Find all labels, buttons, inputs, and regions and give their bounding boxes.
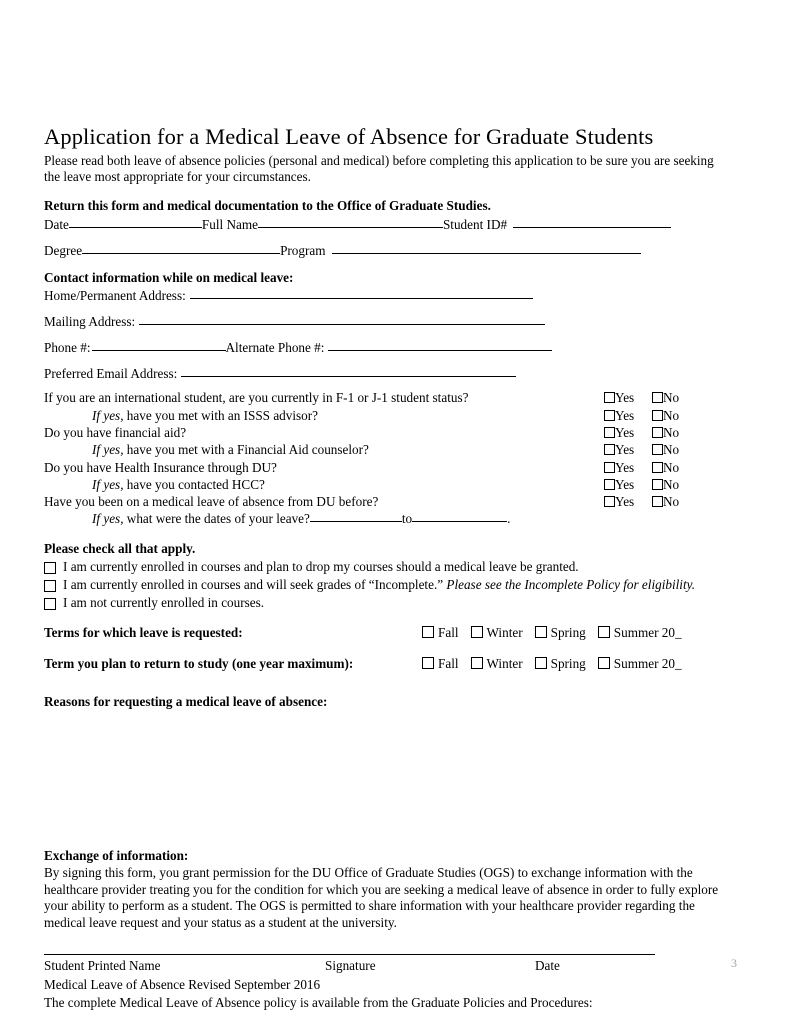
question-text-wrap	[44, 407, 318, 424]
yes-option[interactable]	[604, 441, 634, 458]
yes-option[interactable]	[604, 424, 634, 441]
check-all-item[interactable]	[44, 558, 744, 576]
if-yes-prefix: If yes,	[92, 442, 124, 458]
no-option[interactable]	[652, 459, 679, 476]
intro-paragraph: Please read both leave of absence policies (personal and medical) before completing this application to be sure you are seeking the leave most appropriate for your circumstances.	[44, 153, 714, 185]
degree-label: Degree	[44, 243, 83, 259]
no-label: No	[663, 407, 680, 423]
student-id-label: Student ID#	[442, 217, 508, 233]
term-option-winter[interactable]	[471, 655, 523, 672]
reasons-heading: Reasons for requesting a medical leave of absence:	[44, 694, 328, 710]
program-label: Program	[280, 243, 326, 259]
checkbox-icon[interactable]	[471, 626, 483, 638]
checkbox-icon[interactable]	[422, 657, 434, 669]
no-label: No	[663, 476, 680, 492]
question-row	[44, 493, 744, 510]
phone-label: Phone #:	[44, 340, 91, 356]
yes-label: Yes	[615, 494, 635, 510]
question-text: have you contacted HCC?	[126, 476, 265, 492]
checkbox-icon[interactable]	[44, 562, 56, 574]
question-text: Do you have Health Insurance through DU?	[44, 459, 277, 475]
date-name-id-row	[44, 216, 744, 233]
yes-label: Yes	[615, 442, 635, 458]
no-option[interactable]	[652, 424, 679, 441]
home-address-input-blank[interactable]	[190, 287, 533, 299]
check-all-item[interactable]	[44, 594, 744, 612]
phone-row	[44, 339, 744, 356]
checkbox-icon[interactable]	[652, 410, 663, 421]
yes-label: Yes	[615, 459, 635, 475]
signature-rule	[44, 954, 655, 955]
policy-note-line: The complete Medical Leave of Absence policy is available from the Graduate Policies and Procedures:	[44, 994, 593, 1010]
checkbox-icon[interactable]	[604, 462, 615, 473]
term-option-label: Winter	[486, 656, 523, 672]
document-body	[44, 124, 744, 1011]
checkbox-icon[interactable]	[604, 410, 615, 421]
term-option-label: Fall	[438, 656, 459, 672]
yes-option[interactable]	[604, 407, 634, 424]
term-option-spring[interactable]	[535, 624, 586, 641]
question-text-wrap	[44, 441, 369, 458]
question-row	[44, 389, 744, 406]
mailing-address-input-blank[interactable]	[139, 313, 545, 325]
signature-labels	[44, 957, 744, 974]
return-instructions-heading: Return this form and medical documentation to the Office of Graduate Studies.	[44, 198, 491, 214]
check-all-item-label: I am not currently enrolled in courses.	[63, 595, 265, 611]
degree-program-row	[44, 242, 744, 259]
no-label: No	[663, 494, 680, 510]
dates-terminator: .	[507, 511, 511, 527]
leave-end-date-blank[interactable]	[412, 510, 507, 522]
leave-dates-row	[44, 510, 744, 528]
no-label: No	[663, 390, 680, 406]
email-label: Preferred Email Address:	[44, 366, 178, 382]
checkbox-icon[interactable]	[652, 496, 663, 507]
no-option[interactable]	[652, 407, 679, 424]
reasons-writing-area[interactable]	[44, 710, 744, 847]
terms-requested-row	[44, 624, 744, 644]
no-option[interactable]	[652, 389, 679, 406]
leave-start-date-blank[interactable]	[310, 510, 402, 522]
term-option-winter[interactable]	[471, 624, 523, 641]
terms-return-label: Term you plan to return to study (one year maximum):	[44, 656, 354, 672]
phone-input-blank[interactable]	[92, 339, 226, 351]
page-title: Application for a Medical Leave of Absence for Graduate Students	[44, 124, 654, 149]
page-number: 3	[731, 956, 737, 970]
check-all-item-label: I am currently enrolled in courses and will seek grades of “Incomplete.” Please see the Incomplete Policy for eligibility.	[63, 577, 696, 593]
yes-label: Yes	[615, 425, 635, 440]
if-yes-prefix: If yes,	[92, 407, 124, 423]
revision-line: Medical Leave of Absence Revised September 2016	[44, 977, 321, 993]
checkbox-icon[interactable]	[535, 657, 547, 669]
checkbox-icon[interactable]	[604, 444, 615, 455]
leave-dates-label: what were the dates of your leave?	[126, 511, 310, 527]
term-option-label: Spring	[550, 625, 586, 641]
term-option-fall[interactable]	[422, 655, 459, 672]
full-name-input-blank[interactable]	[258, 216, 443, 228]
signature-label: Signature	[325, 958, 376, 974]
checkbox-icon[interactable]	[652, 479, 663, 490]
checkbox-icon[interactable]	[604, 392, 615, 403]
email-row	[44, 365, 744, 382]
exchange-heading: Exchange of information:	[44, 848, 189, 864]
checkbox-icon[interactable]	[652, 427, 663, 438]
checkbox-icon[interactable]	[535, 626, 547, 638]
degree-input-blank[interactable]	[82, 242, 280, 254]
term-option-label: Winter	[486, 625, 523, 641]
check-all-item-label: I am currently enrolled in courses and plan to drop my courses should a medical leave be granted.	[63, 559, 579, 575]
yes-option[interactable]	[604, 459, 634, 476]
date-input-blank[interactable]	[69, 216, 202, 228]
term-option-fall[interactable]	[422, 624, 459, 641]
exchange-paragraph: By signing this form, you grant permission for the DU Office of Graduate Studies (OGS) to exchange information with the healthcare provider treating you for the condition for which you are seeking a medical leave of absence in order to fully explore your ability to perform as a student. The OGS is permitted to share information with your healthcare provider regarding the medical leave request and your status as a student at the university.	[44, 865, 719, 930]
yes-no-question-list	[44, 389, 744, 528]
leave-dates-text-wrap	[44, 510, 510, 527]
checkbox-icon[interactable]	[604, 496, 615, 507]
check-all-heading: Please check all that apply.	[44, 541, 196, 557]
checkbox-icon[interactable]	[598, 626, 610, 638]
question-text: have you met with a Financial Aid counselor?	[126, 442, 369, 458]
question-text-wrap	[44, 476, 265, 493]
date-label: Date	[44, 217, 69, 233]
yes-label: Yes	[615, 407, 635, 423]
check-all-list	[44, 558, 744, 612]
question-text: Do you have financial aid?	[44, 425, 187, 440]
terms-return-row	[44, 655, 744, 675]
dates-joiner: to	[401, 511, 413, 527]
question-row	[44, 424, 744, 441]
signature-date-label: Date	[535, 958, 560, 974]
no-option[interactable]	[652, 493, 679, 510]
checkbox-icon[interactable]	[652, 444, 663, 455]
home-address-row	[44, 287, 744, 304]
term-option-summer[interactable]	[598, 624, 682, 641]
no-label: No	[663, 425, 680, 440]
checkbox-icon[interactable]	[422, 626, 434, 638]
checkbox-icon[interactable]	[652, 462, 663, 473]
student-id-input-blank[interactable]	[513, 216, 671, 228]
checkbox-icon[interactable]	[44, 598, 56, 610]
mailing-address-label: Mailing Address:	[44, 314, 136, 330]
yes-label: Yes	[615, 390, 635, 406]
no-option[interactable]	[652, 441, 679, 458]
term-option-label: Fall	[438, 625, 459, 641]
yes-option[interactable]	[604, 476, 634, 493]
printed-name-label: Student Printed Name	[44, 958, 161, 974]
checkbox-icon[interactable]	[598, 657, 610, 669]
email-input-blank[interactable]	[181, 365, 516, 377]
yes-option[interactable]	[604, 493, 634, 510]
yes-label: Yes	[615, 476, 635, 492]
terms-requested-options	[422, 624, 682, 641]
question-text: have you met with an ISSS advisor?	[126, 407, 318, 423]
question-row	[44, 476, 744, 493]
question-row	[44, 441, 744, 458]
checkbox-icon[interactable]	[471, 657, 483, 669]
term-option-spring[interactable]	[535, 655, 586, 672]
question-row	[44, 407, 744, 424]
checkbox-icon[interactable]	[652, 392, 663, 403]
term-option-summer[interactable]	[598, 655, 682, 672]
term-option-label: Summer 20_	[613, 625, 682, 641]
question-text: If you are an international student, are you currently in F-1 or J-1 student status?	[44, 390, 469, 406]
if-yes-prefix: If yes,	[92, 511, 124, 527]
no-label: No	[663, 442, 680, 458]
checkbox-icon[interactable]	[44, 580, 56, 592]
term-option-label: Summer 20_	[613, 656, 682, 672]
no-option[interactable]	[652, 476, 679, 493]
terms-requested-label: Terms for which leave is requested:	[44, 625, 243, 641]
mailing-address-row	[44, 313, 744, 330]
terms-return-options	[422, 655, 682, 672]
program-input-blank[interactable]	[332, 242, 641, 254]
full-name-label: Full Name	[201, 217, 258, 233]
yes-option[interactable]	[604, 389, 634, 406]
check-all-item[interactable]	[44, 576, 744, 594]
alternate-phone-label: Alternate Phone #:	[225, 340, 325, 356]
question-row	[44, 459, 744, 476]
term-option-label: Spring	[550, 656, 586, 672]
alternate-phone-input-blank[interactable]	[328, 339, 552, 351]
if-yes-prefix: If yes,	[92, 476, 124, 492]
no-label: No	[663, 459, 680, 475]
checkbox-icon[interactable]	[604, 479, 615, 490]
checkbox-icon[interactable]	[604, 427, 615, 438]
home-address-label: Home/Permanent Address:	[44, 288, 186, 304]
contact-info-heading: Contact information while on medical leave:	[44, 270, 294, 286]
question-text: Have you been on a medical leave of absence from DU before?	[44, 494, 379, 510]
